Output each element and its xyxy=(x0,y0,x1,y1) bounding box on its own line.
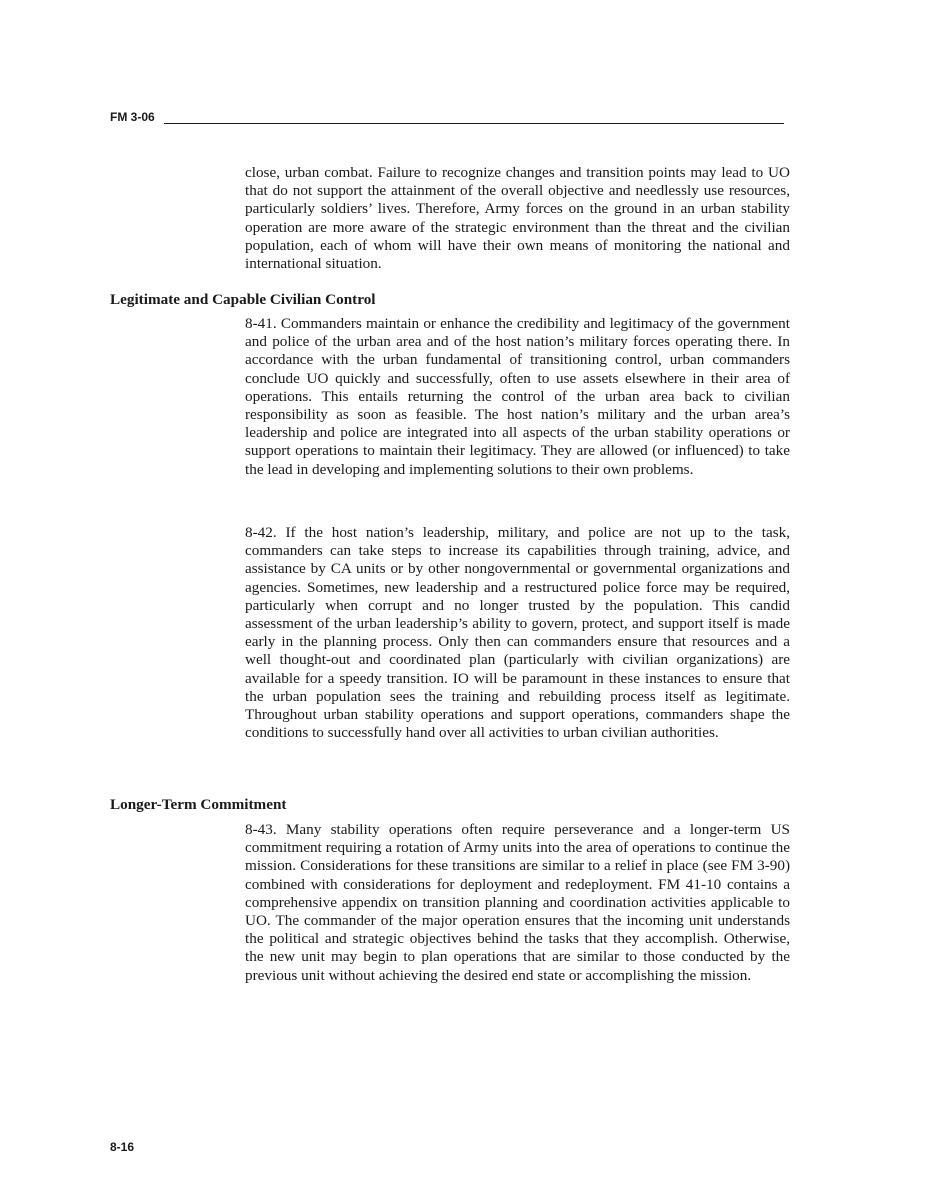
intro-paragraph: close, urban combat. Failure to recognize changes and transition points may lead to UO that do not support the attainment of the overall objective and needlessly use resources, particularly soldiers’ lives. Therefore, Army forces on the ground in an urban stability operation are more aware of the strategic environment than the threat and the civilian population, each of whom will have their own means of monitoring the national and international situation. xyxy=(245,164,790,273)
publication-number: FM 3-06 xyxy=(110,110,155,124)
running-header xyxy=(110,108,784,128)
header-rule xyxy=(164,123,784,124)
page-number: 8-16 xyxy=(110,1140,135,1154)
section-heading-longer-term-commitment: Longer-Term Commitment xyxy=(110,796,287,813)
paragraph-8-41: 8-41. Commanders maintain or enhance the credibility and legitimacy of the government and police of the urban area and of the host nation’s military forces operating there. In accordance with the urban fundamental of transitioning control, urban commanders conclude UO quickly and successfully, often to use assets elsewhere in their area of operations. This entails returning the control of the urban area back to civilian responsibility as soon as feasible. The host nation’s military and the urban area’s leadership and police are integrated into all aspects of the urban stability operations or support operations to maintain their legitimacy. They are allowed (or influenced) to take the lead in developing and implementing solutions to their own problems. xyxy=(245,315,790,478)
paragraph-8-42: 8-42. If the host nation’s leadership, military, and police are not up to the task, commanders can take steps to increase its capabilities through training, advice, and assistance by CA units or by other nongovernmental or governmental organizations and agencies. Sometimes, new leadership and a restructured police force may be required, particularly when corrupt and no longer trusted by the population. This candid assessment of the urban leadership’s ability to govern, protect, and support itself is made early in the planning process. Only then can commanders ensure that resources and a well thought-out and coordinated plan (particularly with civilian organizations) are available for a speedy transition. IO will be paramount in these instances to ensure that the urban population sees the training and rebuilding process itself as legitimate. Throughout urban stability operations and support operations, commanders shape the conditions to successfully hand over all activities to urban civilian authorities. xyxy=(245,524,790,742)
paragraph-8-43: 8-43. Many stability operations often require perseverance and a longer-term US commitment requiring a rotation of Army units into the area of operations to continue the mission. Considerations for these transitions are similar to a relief in place (see FM 3-90) combined with considerations for deployment and redeployment. FM 41-10 contains a comprehensive appendix on transition planning and coordination activities applicable to UO. The commander of the major operation ensures that the incoming unit understands the political and strategic objectives behind the tasks that they accomplish. Otherwise, the new unit may begin to plan operations that are similar to those conducted by the previous unit without achieving the desired end state or accomplishing the mission. xyxy=(245,821,790,984)
section-heading-civilian-control: Legitimate and Capable Civilian Control xyxy=(110,291,376,308)
